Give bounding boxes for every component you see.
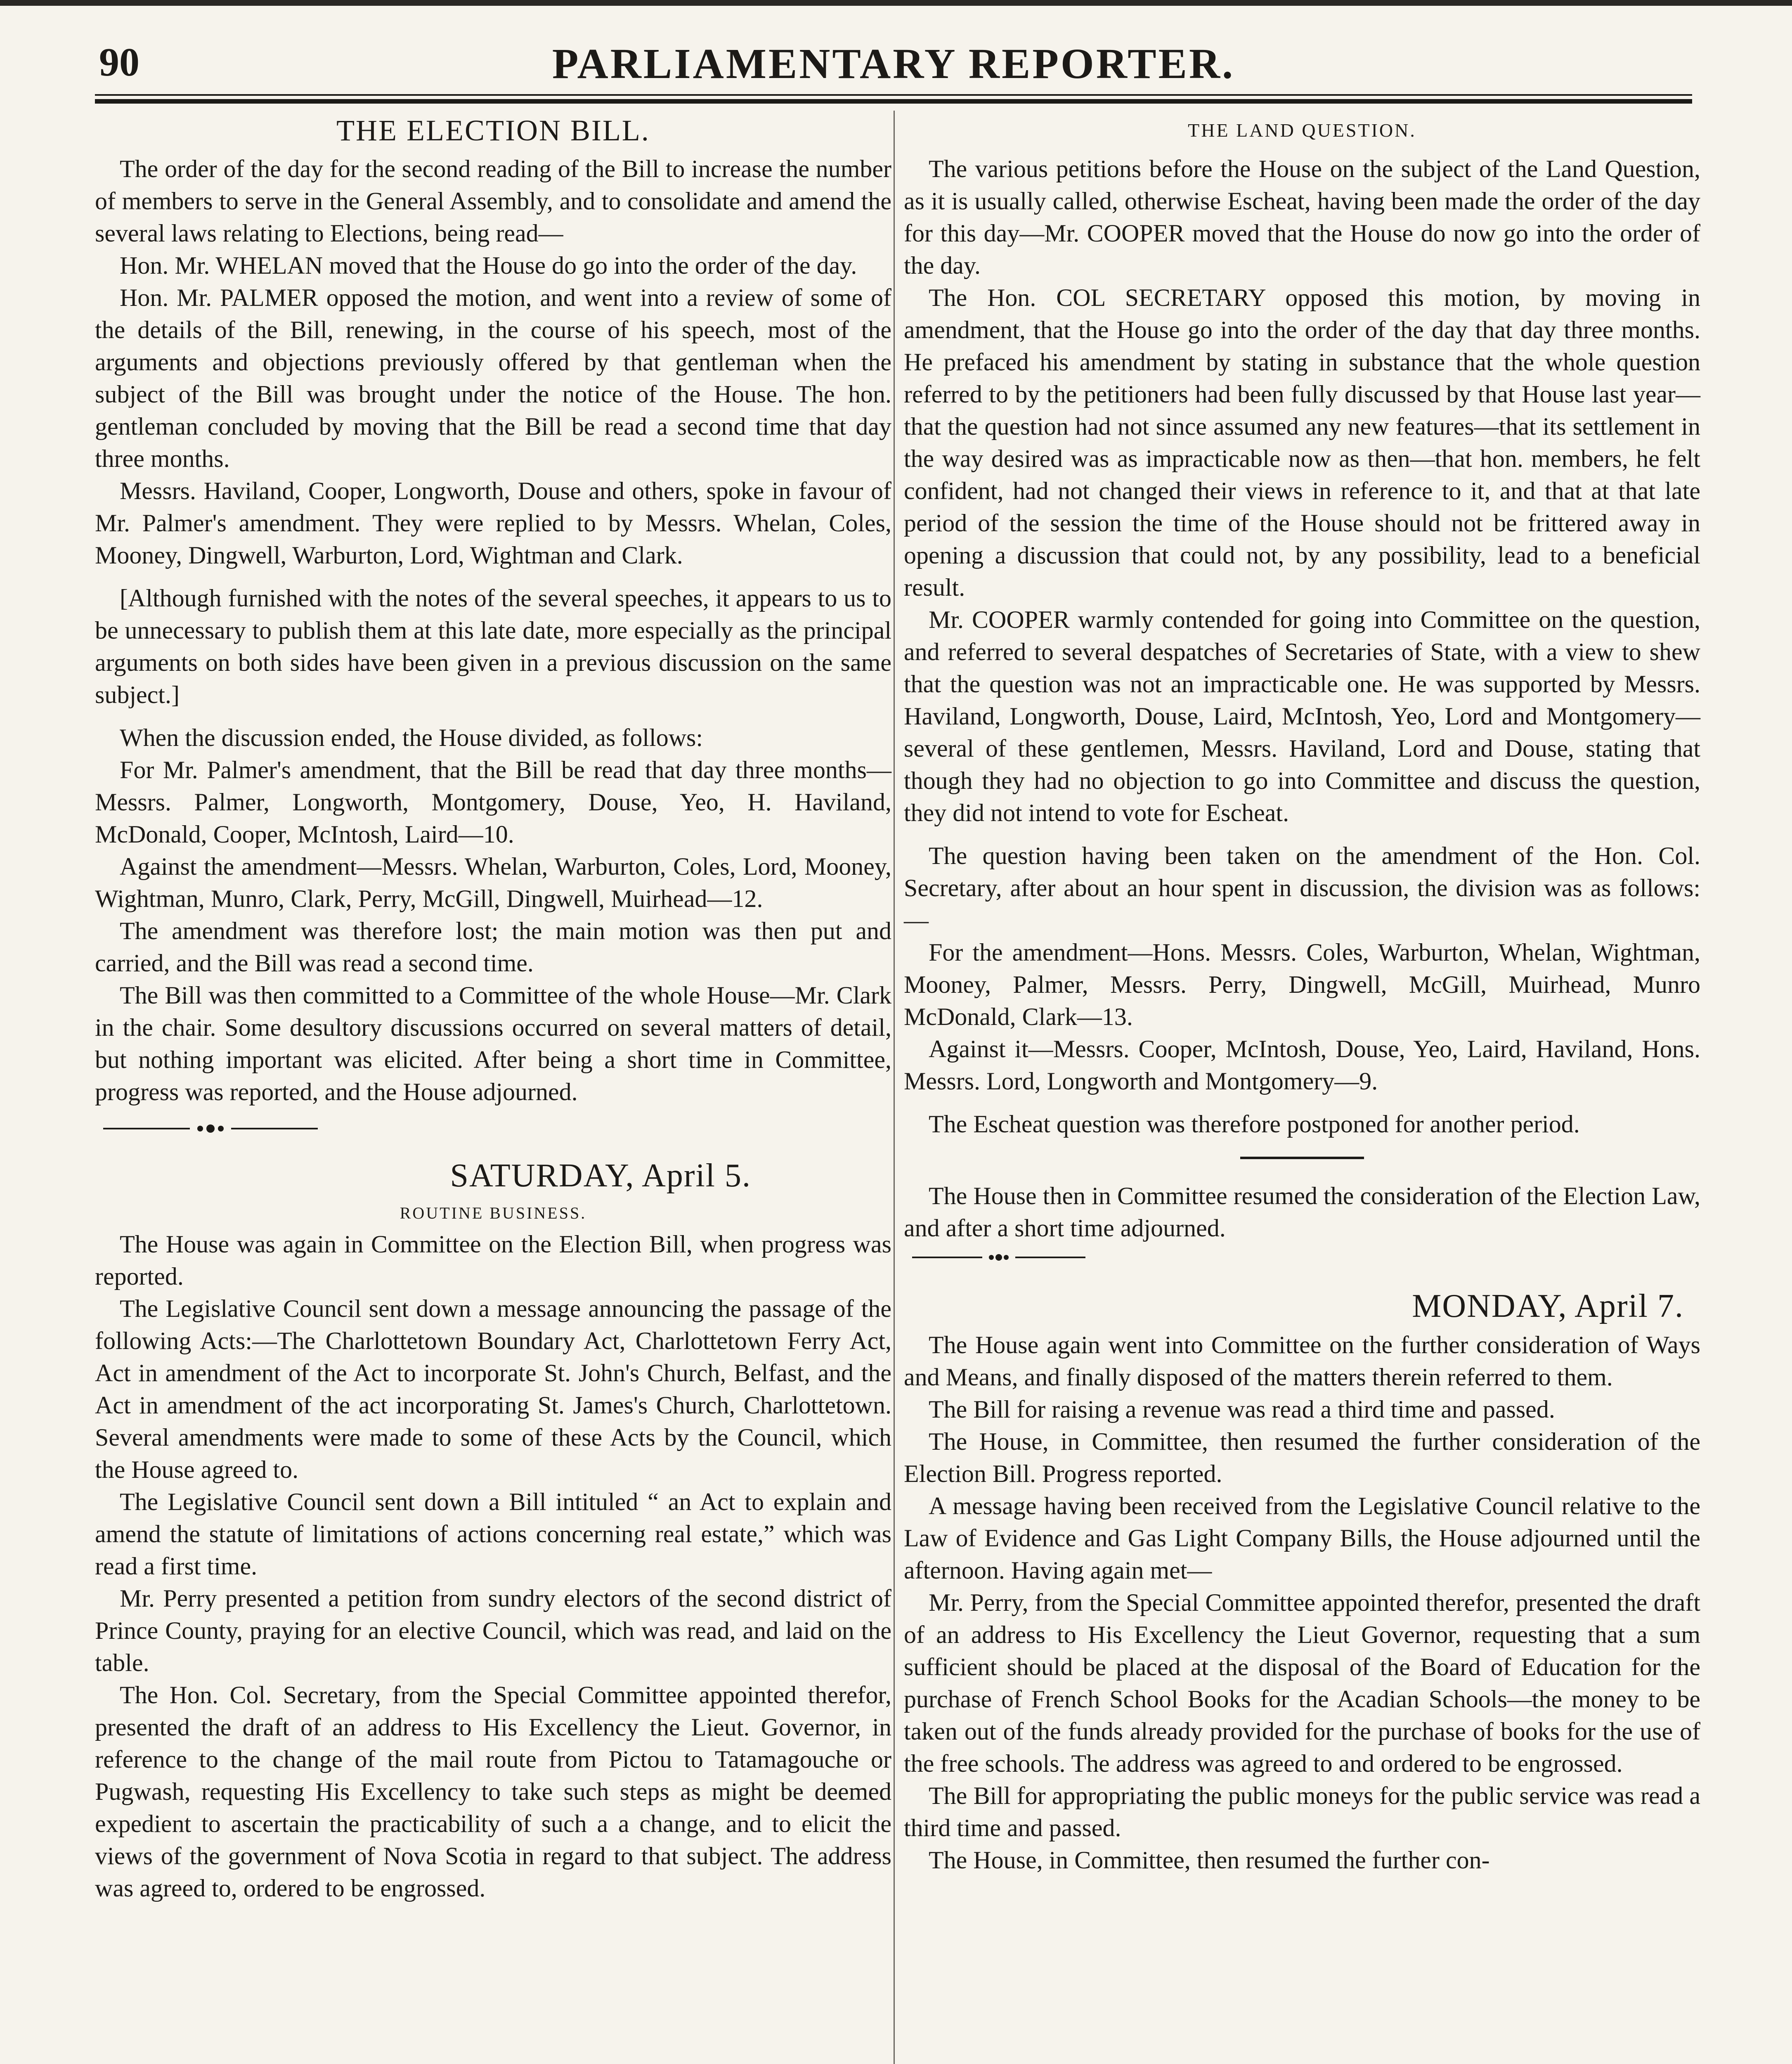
paragraph: The question having been taken on the amendment of the Hon. Col. Secretary, after about an hour spent in discussion, the division was as follows:— — [904, 842, 1700, 934]
masthead-title: PARLIAMENTARY REPORTER. — [552, 40, 1235, 88]
election-bill-heading: THE ELECTION BILL. — [336, 114, 650, 147]
paragraph: The various petitions before the House on the subject of the Land Question, as it is usually called, otherwise Escheat, having been made the order of the day for this day—Mr. COOPER moved that the House do now go into the order of the day. — [904, 155, 1700, 279]
paragraph: The amendment was therefore lost; the main motion was then put and carried, and the Bill was read a second time. — [95, 917, 891, 977]
paragraph: A message having been received from the Legislative Council relative to the Law of Evidence and Gas Light Company Bills, the House adjourned until the afternoon. Having again met— — [904, 1492, 1700, 1584]
section-rule — [1240, 1157, 1364, 1159]
paragraph: The Escheat question was therefore postponed for another period. — [929, 1110, 1580, 1138]
right-column — [904, 111, 1700, 1876]
ornament-divider — [904, 1250, 1094, 1265]
ornament-divider — [95, 1120, 326, 1137]
page-header — [95, 39, 1692, 101]
paragraph: Mr. COOPER warmly contended for going into Committee on the question, and referred to several despatches of Secretaries of State, with a view to shew that the question was not an impracticable one. He was supported by Messrs. Haviland, Longworth, Douse, Laird, McIntosh, Yeo, Lord and Montgomery—several of these gentlemen, Messrs. Haviland, Lord and Douse, stating that though they had no objection to go into Committee and discuss the question, they did not intend to vote for Escheat. — [904, 606, 1700, 826]
paragraph: Against the amendment—Messrs. Whelan, Warburton, Coles, Lord, Mooney, Wightman, Munro, Clark, Perry, McGill, Dingwell, Muirhead—12. — [95, 853, 891, 912]
land-question-heading: THE LAND QUESTION. — [1188, 120, 1416, 141]
header-rule-thin — [95, 94, 1692, 96]
page-number: 90 — [99, 40, 139, 85]
paragraph: The Bill was then committed to a Committee of the whole House—Mr. Clark in the chair. Some desultory discussions occurred on several matters of detail, but nothing important was elicited. After being a short time in Committee, progress was reported, and the House adjourned. — [95, 982, 891, 1105]
paragraph: The House then in Committee resumed the consideration of the Election Law, and after a short time adjourned. — [904, 1182, 1700, 1242]
paragraph: When the discussion ended, the House divided, as follows: — [120, 724, 703, 751]
monday-date-heading: MONDAY, April 7. — [1412, 1288, 1684, 1324]
paragraph: The House was again in Committee on the Election Bill, when progress was reported. — [95, 1231, 891, 1290]
paragraph: Hon. Mr. WHELAN moved that the House do go into the order of the day. — [120, 252, 857, 279]
paragraph: The Bill for raising a revenue was read a third time and passed. — [929, 1396, 1555, 1423]
paragraph: The House, in Committee, then resumed the further con- — [929, 1846, 1490, 1874]
paragraph: The Bill for appropriating the public moneys for the public service was read a third time and passed. — [904, 1782, 1700, 1842]
paragraph: For Mr. Palmer's amendment, that the Bill be read that day three months—Messrs. Palmer, Longworth, Montgomery, Douse, Yeo, H. Haviland, McDonald, Cooper, McIntosh, Laird—10. — [95, 756, 891, 848]
paragraph: The order of the day for the second reading of the Bill to increase the number of members to serve in the General Assembly, and to consolidate and amend the several laws relating to Elections, being read— — [95, 155, 891, 247]
paragraph: The House, in Committee, then resumed the further consideration of the Election Bill. Progress reported. — [904, 1428, 1700, 1487]
paragraph: Mr. Perry presented a petition from sundry electors of the second district of Prince County, praying for an elective Council, which was read, and laid on the table. — [95, 1585, 891, 1676]
paragraph: Against it—Messrs. Cooper, McIntosh, Douse, Yeo, Laird, Haviland, Hons. Messrs. Lord, Longworth and Montgomery—9. — [904, 1035, 1700, 1095]
paragraph: Messrs. Haviland, Cooper, Longworth, Douse and others, spoke in favour of Mr. Palmer's amendment. They were replied to by Messrs. Whelan, Coles, Mooney, Dingwell, Warburton, Lord, Wightman and Clark. — [95, 477, 891, 569]
top-border — [0, 0, 1792, 6]
paragraph: The Legislative Council sent down a Bill intituled “ an Act to explain and amend the statute of limitations of actions concerning real estate,” which was read a first time. — [95, 1488, 891, 1580]
paragraph: The Hon. Col. Secretary, from the Special Committee appointed therefor, presented the draft of an address to His Excellency the Lieut. Governor, in reference to the change of the mail route from Pictou to Tatamagouche or Pugwash, requesting His Excellency to take such steps as might be deemed expedient to ascertain the practicability of such a a change, and to elicit the views of the government of Nova Scotia in regard to that subject. The address was agreed to, ordered to be engrossed. — [95, 1681, 891, 1902]
saturday-date-heading: SATURDAY, April 5. — [450, 1157, 751, 1194]
header-rule-thick — [95, 99, 1692, 104]
left-column — [95, 111, 891, 1904]
routine-business-heading: ROUTINE BUSINESS. — [400, 1204, 587, 1222]
paragraph: Hon. Mr. PALMER opposed the motion, and went into a review of some of the details of the Bill, renewing, in the course of his speech, most of the arguments and objections previously offered by that gentleman when the subject of the Bill was brought under the notice of the House. The hon. gentleman concluded by moving that the Bill be read a second time that day three months. — [95, 284, 891, 472]
column-divider — [894, 111, 895, 2064]
paragraph: The House again went into Committee on the further consideration of Ways and Means, and finally disposed of the matters therein referred to them. — [904, 1331, 1700, 1391]
editorial-note: [Although furnished with the notes of the several speeches, it appears to us to be unnecessary to publish them at this late date, more especially as the principal arguments on both sides have been given in a previous discussion on the same subject.] — [95, 585, 891, 708]
paragraph: For the amendment—Hons. Messrs. Coles, Warburton, Whelan, Wightman, Mooney, Palmer, Messrs. Perry, Dingwell, McGill, Muirhead, Munro McDonald, Clark—13. — [904, 939, 1700, 1030]
paragraph: The Hon. COL SECRETARY opposed this motion, by moving in amendment, that the House go into the order of the day that day three months. He prefaced his amendment by stating in substance that the whole question referred to by the petitioners had been fully discussed by that House last year—that the question had not since assumed any new features—that its settlement in the way desired was as impracticable now as then—that hon. members, he felt confident, had not changed their views in reference to it, and that at that late period of the session the time of the House should not be frittered away in opening a discussion that could not, by any possibility, lead to a beneficial result. — [904, 284, 1700, 601]
paragraph: The Legislative Council sent down a message announcing the passage of the following Acts:—The Charlottetown Boundary Act, Charlottetown Ferry Act, Act in amendment of the Act to incorporate St. John's Church, Belfast, and the Act in amendment of the act incorporating St. James's Church, Charlottetown. Several amendments were made to some of these Acts by the Council, which the House agreed to. — [95, 1295, 891, 1483]
paragraph: Mr. Perry, from the Special Committee appointed therefor, presented the draft of an address to His Excellency the Lieut Governor, requesting that a sum sufficient should be placed at the disposal of the Board of Education for the purchase of French School Books for the Acadian Schools—the money to be taken out of the funds already provided for the purchase of books for the use of the free schools. The address was agreed to and ordered to be engrossed. — [904, 1589, 1700, 1777]
